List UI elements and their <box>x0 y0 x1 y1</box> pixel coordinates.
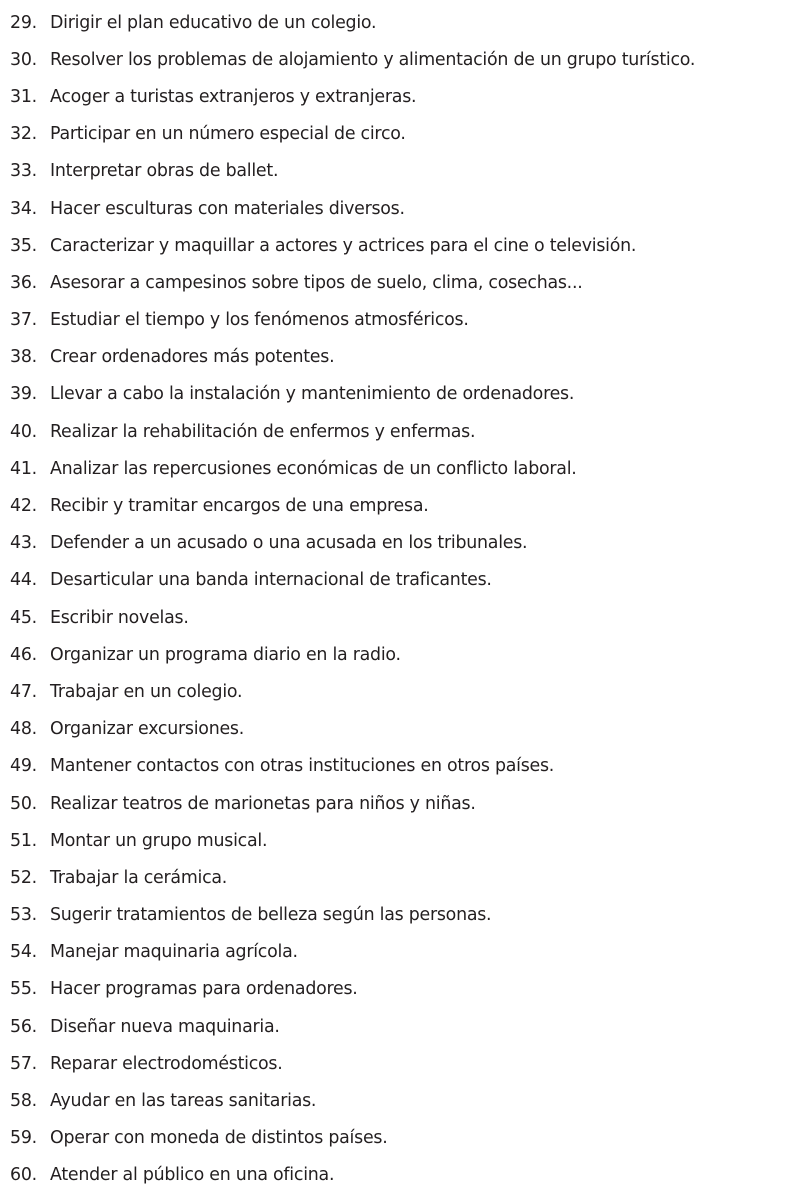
list-item <box>10 711 785 748</box>
item-number: 47. <box>10 681 37 702</box>
list-item <box>10 1120 785 1157</box>
item-text: Dirigir el plan educativo de un colegio. <box>50 12 377 33</box>
list-item <box>10 822 785 859</box>
item-text: Ayudar en las tareas sanitarias. <box>50 1091 317 1112</box>
item-number: 53. <box>10 905 37 926</box>
item-number: 40. <box>10 421 37 442</box>
list-item <box>10 41 785 78</box>
item-text: Operar con moneda de distintos países. <box>50 1128 388 1149</box>
list-item <box>10 4 785 41</box>
item-text: Atender al público en una oficina. <box>50 1165 335 1186</box>
item-text: Resolver los problemas de alojamiento y alimentación de un grupo turístico. <box>50 49 696 70</box>
list-item <box>10 599 785 636</box>
item-number: 37. <box>10 310 37 331</box>
list-item <box>10 339 785 376</box>
list-item <box>10 376 785 413</box>
item-number: 31. <box>10 86 37 107</box>
item-number: 35. <box>10 235 37 256</box>
numbered-list <box>10 4 785 1194</box>
item-number: 57. <box>10 1053 37 1074</box>
item-text: Organizar un programa diario en la radio. <box>50 644 401 665</box>
item-text: Acoger a turistas extranjeros y extranjeras. <box>50 86 417 107</box>
list-item <box>10 785 785 822</box>
item-text: Escribir novelas. <box>50 607 189 628</box>
item-number: 55. <box>10 979 37 1000</box>
list-item <box>10 1008 785 1045</box>
item-number: 34. <box>10 198 37 219</box>
item-text: Recibir y tramitar encargos de una empresa. <box>50 496 429 517</box>
item-number: 51. <box>10 830 37 851</box>
list-item <box>10 1082 785 1119</box>
item-text: Montar un grupo musical. <box>50 830 268 851</box>
item-number: 44. <box>10 570 37 591</box>
list-item <box>10 636 785 673</box>
list-item <box>10 562 785 599</box>
item-text: Asesorar a campesinos sobre tipos de suelo, clima, cosechas... <box>50 272 583 293</box>
list-item <box>10 1157 785 1194</box>
item-text: Mantener contactos con otras instituciones en otros países. <box>50 756 555 777</box>
item-number: 36. <box>10 272 37 293</box>
list-item <box>10 971 785 1008</box>
item-number: 54. <box>10 942 37 963</box>
list-item <box>10 859 785 896</box>
list-item <box>10 934 785 971</box>
item-text: Sugerir tratamientos de belleza según las personas. <box>50 905 492 926</box>
item-number: 48. <box>10 719 37 740</box>
item-text: Hacer programas para ordenadores. <box>50 979 358 1000</box>
item-number: 50. <box>10 793 37 814</box>
item-number: 32. <box>10 124 37 145</box>
item-text: Defender a un acusado o una acusada en los tribunales. <box>50 533 528 554</box>
item-number: 45. <box>10 607 37 628</box>
item-number: 58. <box>10 1091 37 1112</box>
list-item <box>10 487 785 524</box>
list-item <box>10 413 785 450</box>
list-item <box>10 525 785 562</box>
item-text: Llevar a cabo la instalación y mantenimiento de ordenadores. <box>50 384 575 405</box>
item-number: 38. <box>10 347 37 368</box>
item-number: 46. <box>10 644 37 665</box>
list-item <box>10 302 785 339</box>
list-item <box>10 264 785 301</box>
item-text: Analizar las repercusiones económicas de un conflicto laboral. <box>50 458 577 479</box>
item-text: Trabajar la cerámica. <box>50 867 228 888</box>
list-item <box>10 116 785 153</box>
item-text: Realizar teatros de marionetas para niños y niñas. <box>50 793 476 814</box>
list-item <box>10 450 785 487</box>
item-text: Participar en un número especial de circo. <box>50 124 406 145</box>
item-text: Caracterizar y maquillar a actores y actrices para el cine o televisión. <box>50 235 637 256</box>
list-item <box>10 748 785 785</box>
item-text: Organizar excursiones. <box>50 719 244 740</box>
list-item <box>10 190 785 227</box>
list-item <box>10 897 785 934</box>
item-number: 56. <box>10 1016 37 1037</box>
list-item <box>10 1045 785 1082</box>
item-number: 52. <box>10 867 37 888</box>
item-text: Interpretar obras de ballet. <box>50 161 279 182</box>
item-text: Trabajar en un colegio. <box>50 681 243 702</box>
list-item <box>10 673 785 710</box>
item-number: 30. <box>10 49 37 70</box>
list-item <box>10 227 785 264</box>
item-number: 42. <box>10 496 37 517</box>
item-number: 33. <box>10 161 37 182</box>
item-number: 49. <box>10 756 37 777</box>
item-text: Realizar la rehabilitación de enfermos y enfermas. <box>50 421 476 442</box>
item-number: 29. <box>10 12 37 33</box>
item-number: 59. <box>10 1128 37 1149</box>
item-number: 43. <box>10 533 37 554</box>
item-text: Manejar maquinaria agrícola. <box>50 942 298 963</box>
item-text: Desarticular una banda internacional de traficantes. <box>50 570 492 591</box>
item-number: 60. <box>10 1165 37 1186</box>
list-item <box>10 153 785 190</box>
item-number: 39. <box>10 384 37 405</box>
item-text: Estudiar el tiempo y los fenómenos atmosféricos. <box>50 310 469 331</box>
list-item <box>10 78 785 115</box>
item-text: Diseñar nueva maquinaria. <box>50 1016 280 1037</box>
item-text: Crear ordenadores más potentes. <box>50 347 335 368</box>
item-text: Reparar electrodomésticos. <box>50 1053 283 1074</box>
item-number: 41. <box>10 458 37 479</box>
item-text: Hacer esculturas con materiales diversos. <box>50 198 405 219</box>
